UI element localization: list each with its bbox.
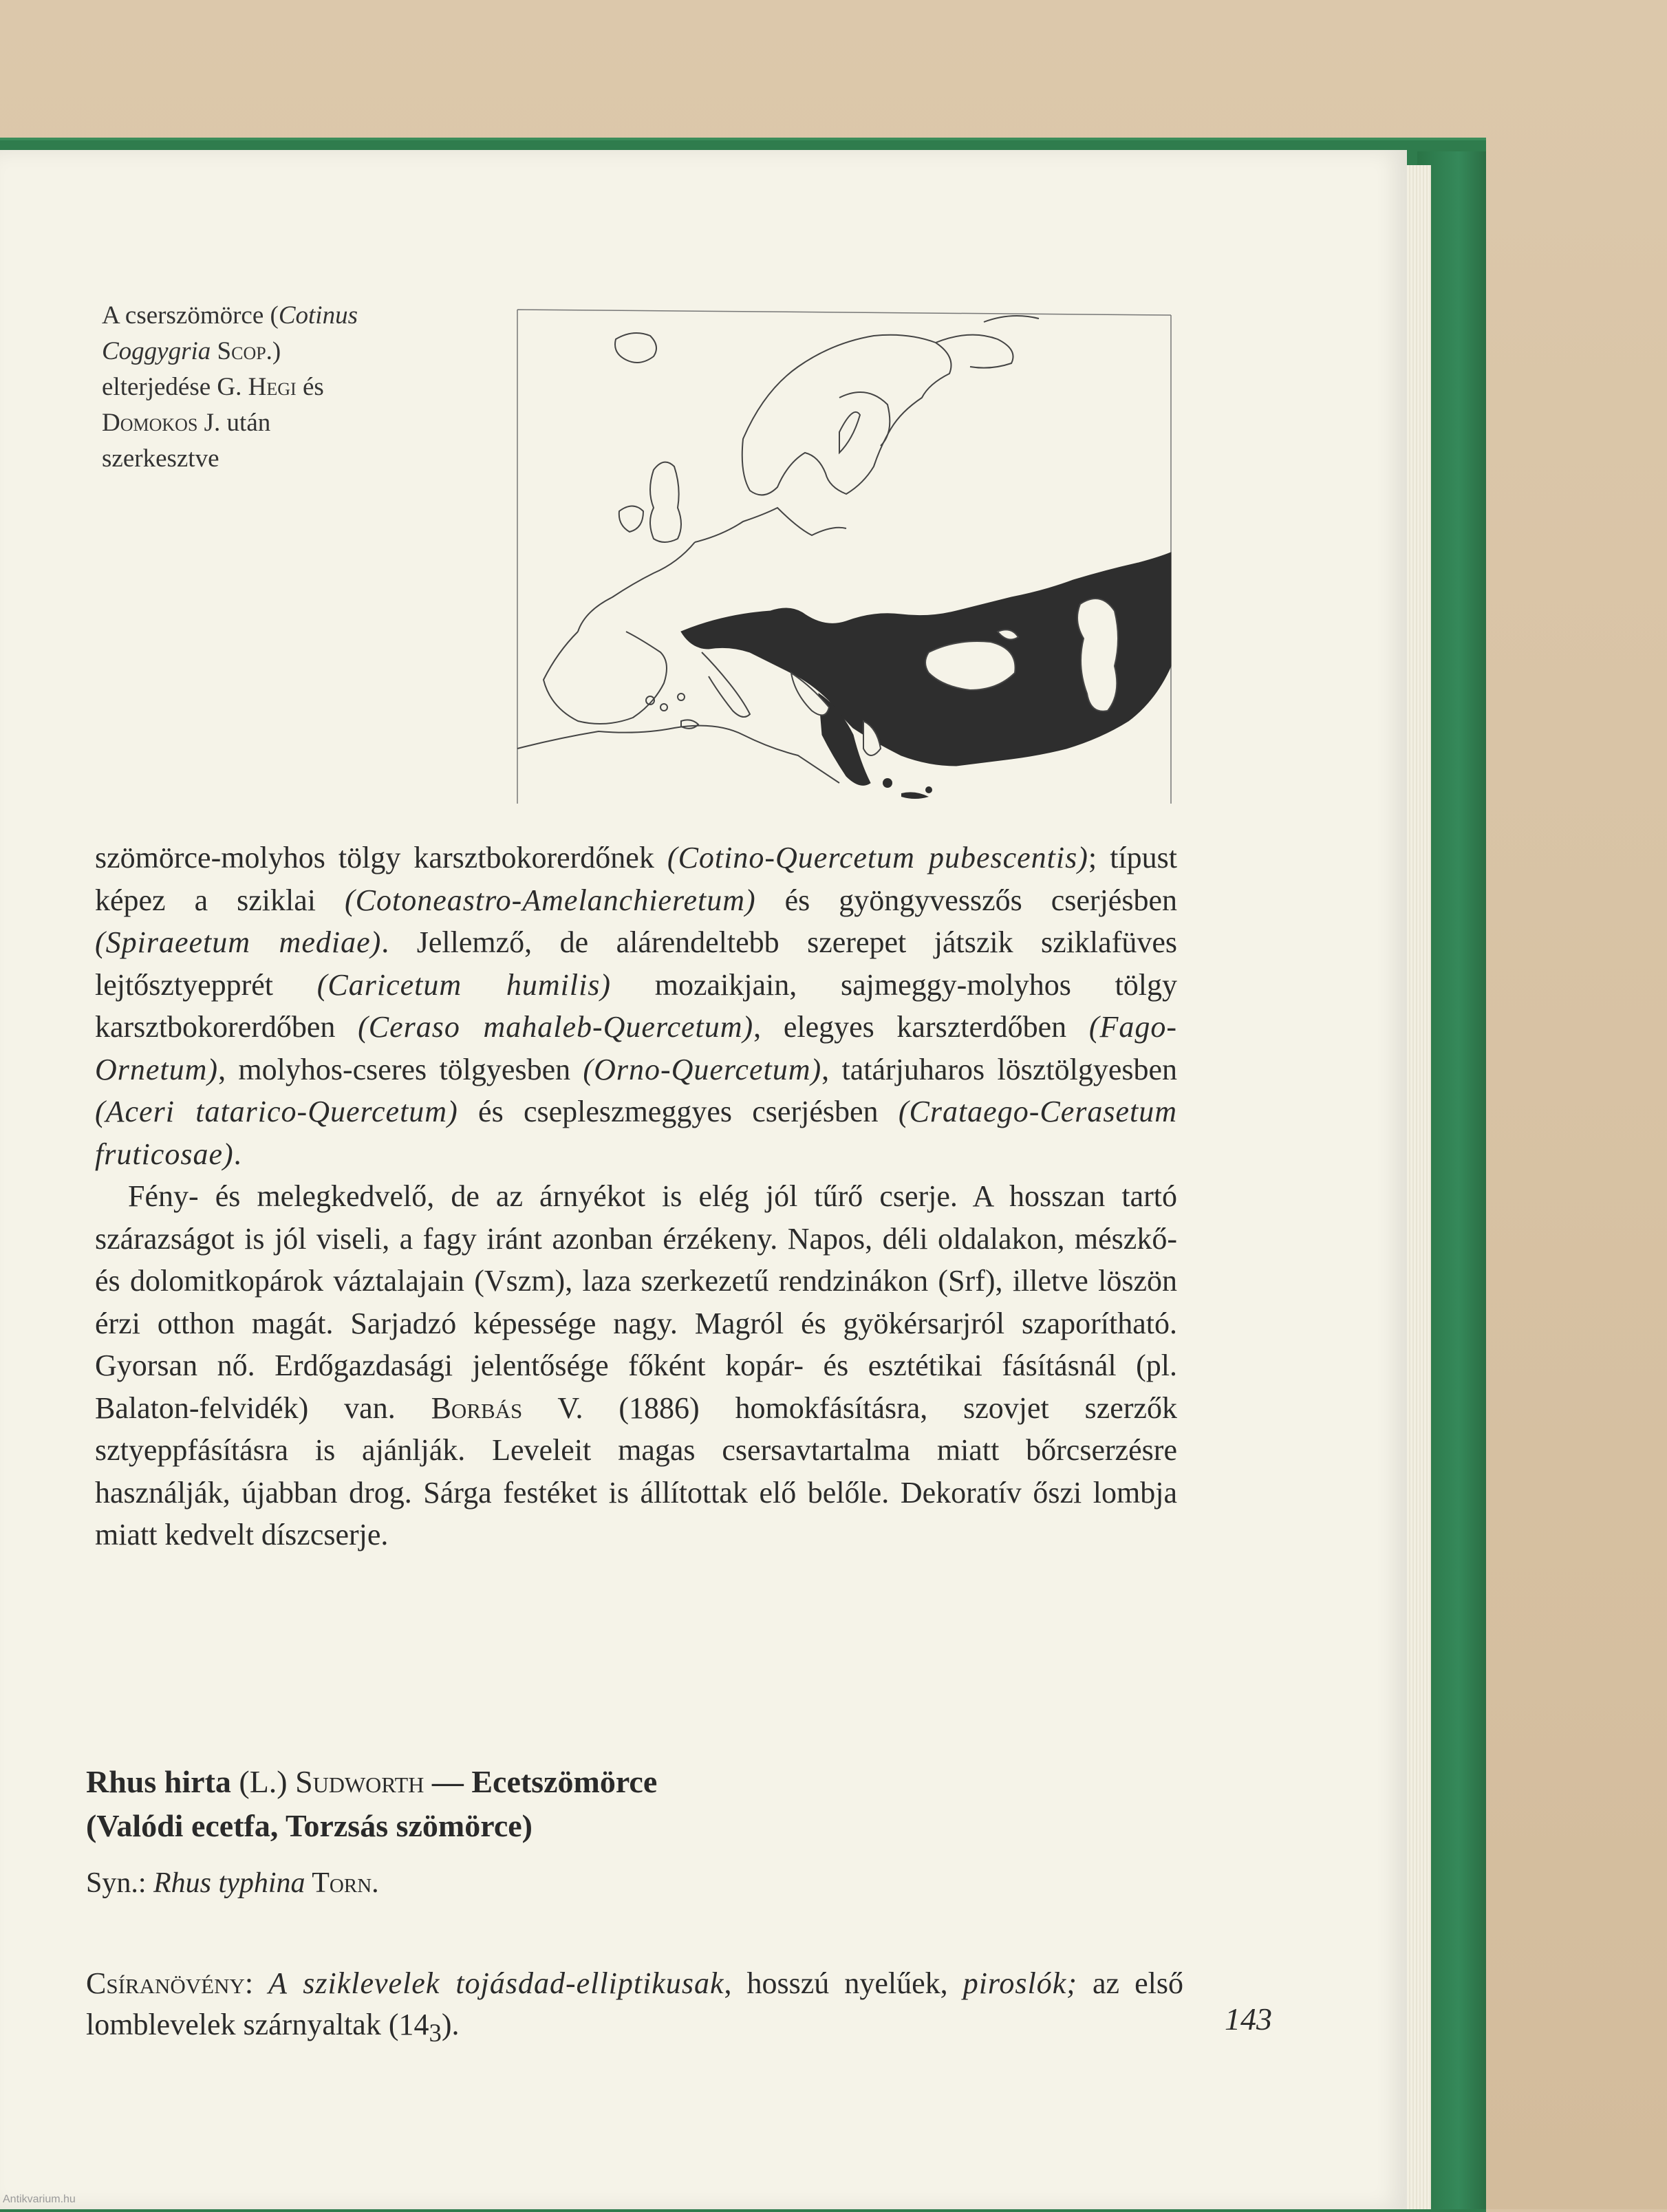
paragraph-2: Fény- és melegkedvelő, de az árnyékot is elég jól tűrő cserje. A hosszan tartó szárazságot is jól viseli, a fagy iránt azonban érzékeny. Napos, déli oldalakon, mészkő- és dolomitkopárok váztalajain (Vszm), laza szerkezetű rendzinákon (Srf), illetve löszön érzi otthon magát. Sarjadzó képessége nagy. Magról és gyökérsarjról szaporítható. Gyorsan nő. Erdőgazdasági jelentősége főként kopár- és esztétikai fásításnál (pl. Balaton-felvidék) van. Borbás V. (1886) homokfásításra, szovjet szerzők sztyeppfásításra is ajánlják. Leveleit magas csersavtartalma miatt bőrcserzésre használják, újabban drog. Sárga festéket is állítottak elő belőle. Dekoratív őszi lombja miatt kedvelt díszcserje. (95, 1179, 1178, 1551)
paragraph-1: szömörce-molyhos tölgy karsztbokorerdőnek (Cotino-Quercetum pubescentis); típust képez a sziklai (Cotoneastro-Amelanchieretum) és gyöngyvesszős cserjésben (Spiraeetum mediae). Jellemző, de alárendeltebb szerepet játszik sziklafüves lejtősztyepprét (Caricetum humilis) mozaikjain, sajmeggy-molyhos tölgy karsztbokorerdőben (Ceraso mahaleb-Quercetum), elegyes karszterdőben (Fago-Ornetum), molyhos-cseres tölgyesben (Orno-Quercetum), tatárjuharos lösztölgyesben (Aceri tatarico-Quercetum) és csepleszmeggyes cserjésben (Crataego-Cerasetum fruticosae). (95, 841, 1178, 1171)
range-islands (883, 778, 932, 799)
page-edges (1403, 165, 1431, 2209)
seedling-description: Csíranövény: A sziklevelek tojásdad-elliptikusak, hosszú nyelűek, piroslók; az első lomblevelek szárnyaltak $(14_3)$. (86, 1966, 1183, 2047)
book-page (0, 150, 1407, 2209)
body-text (95, 837, 1177, 1556)
distribution-map (516, 308, 1173, 810)
page-number: 143 (1225, 2001, 1272, 2037)
synonym-line: Syn.: Rhus typhina Torn. (86, 1867, 379, 1899)
species-heading: Rhus hirta (L.) Sudworth — Ecetszömörce (Valódi ecetfa, Torzsás szömörce) (86, 1764, 658, 1843)
watermark: Antikvarium.hu (3, 2193, 76, 2205)
map-caption: A cserszömörce (Cotinus Coggygria Scop.) elterjedése G. Hegi és Domokos J. után szerkesztve (102, 301, 358, 473)
